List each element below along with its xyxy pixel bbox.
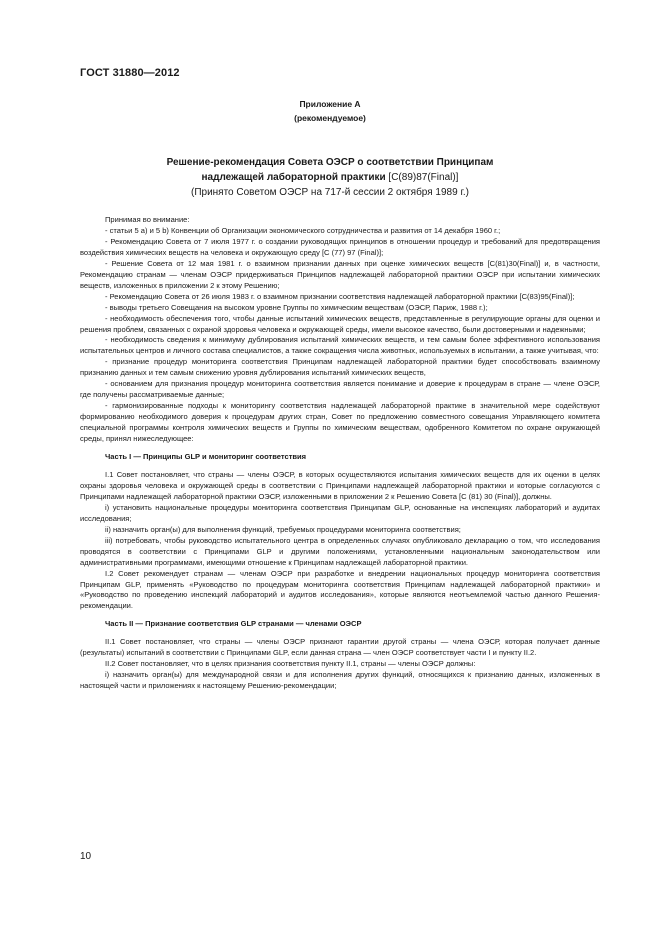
preamble-paragraph: - гармонизированные подходы к мониторингу соответствия надлежащей лабораторной практике в значительной мере содействуют формированию необходимого доверия к процедурам других стран, Совет по предложению совместного совещания Управляющего комитета специальной программы контроля химических веществ и Группы по химическим веществам, одобренного Комитетом по охране окружающей среды, принял нижеследующее:	[80, 401, 600, 444]
part-1-paragraph: i) установить национальные процедуры мониторинга соответствия Принципам GLP, основанные на инспекциях лабораторий и аудитах исследования;	[80, 502, 600, 523]
preamble-paragraph: - необходимость сведения к минимуму дублирования испытаний химических веществ, и тем самым более эффективного использования испытательных центров и личного состава специалистов, а также сокращения числа животных, используемых в испытании, а также учитывая, что:	[80, 335, 600, 356]
title-line-3: (Принято Советом ОЭСР на 717-й сессии 2 октября 1989 г.)	[190, 187, 469, 198]
document-title	[80, 155, 580, 200]
standard-designation: ГОСТ 31880—2012	[80, 67, 180, 79]
preamble-paragraph: - необходимость обеспечения того, чтобы данные испытаний химических веществ, представленные в регулирующие органы для оценки и решения проблем, связанных с охраной здоровья человека и окружающей среды, имели высокое качество, были достоверными и надежными;	[80, 313, 600, 334]
part-1-heading: Часть I — Принципы GLP и мониторинг соответствия	[105, 452, 307, 462]
preamble-paragraph: - Рекомендацию Совета от 7 июля 1977 г. о создании руководящих принципов в отношении процедур и требований для предотвращения воздействия химических веществ на человека и окружающую среду [С (77) 97 (Final)];	[80, 236, 600, 257]
part-1-paragraph: I.2 Совет рекомендует странам — членам ОЭСР при разработке и внедрении национальных процедур мониторинга соответствия Принципам GLP, применять «Руководство по процедурам мониторинга соответствия Принципам надлежащей лабораторной практики» и «Руководство по проведению инспекций лабораторий и аудитов исследования», которые являются неотъемлемой частью данного Решения-рекомендации.	[80, 568, 600, 611]
part-2-paragraph: II.2 Совет постановляет, что в целях признания соответствия пункту II.1, страны — члены ОЭСР должны:	[105, 659, 476, 669]
document-body	[80, 215, 600, 692]
part-1-paragraph: I.1 Совет постановляет, что страны — члены ОЭСР, в которых осуществляются испытания химических веществ для их оценки в целях охраны здоровья человека и окружающей среды в соответствии с Принципами надлежащей лабораторной практики и которые согласуются с Принципами надлежащей лабораторной практики ОЭСР, изложенными в приложении 2 к Решению Совета [С (81) 30 (Final)], должны.	[80, 469, 600, 501]
preamble-paragraph: - Рекомендацию Совета от 26 июля 1983 г. о взаимном признании соответствия надлежащей лабораторной практики [С(83)95(Final)];	[105, 291, 575, 301]
part-2-heading: Часть II — Признание соответствия GLP странами — членами ОЭСР	[105, 619, 362, 629]
part-1-paragraph: iii) потребовать, чтобы руководство испытательного центра в определенных случаях опубликовало декларацию о том, что исследования проводятся в соответствии с Принципами GLP и другими положениями, установленными национальным законодательством или административными программами, имеющими отношение к Принципам надлежащей лабораторной практики.	[80, 535, 600, 567]
preamble-paragraph: - статьи 5 а) и 5 b) Конвенции об Организации экономического сотрудничества и развития от 14 декабря 1960 г.;	[105, 225, 501, 235]
title-line-2	[80, 170, 580, 185]
part-2-paragraph: II.1 Совет постановляет, что страны — члены ОЭСР признают гарантии другой страны — члена ОЭСР, которая получает данные (результаты) испытаний в соответствии с Принципами GLP, если данная страна — член ОЭСР соответствует части I и пункту II.2.	[80, 637, 600, 658]
preamble-paragraph: - основанием для признания процедур мониторинга соответствия является понимание и доверие к процедурам в стране — члене ОЭСР, где получены рассматриваемые данные;	[80, 379, 600, 400]
preamble-paragraph: Принимая во внимание:	[105, 215, 190, 224]
title-line-2-bold: надлежащей лабораторной практики	[201, 172, 386, 183]
preamble-paragraph: - Решение Совета от 12 мая 1981 г. о взаимном признании данных при оценке химических веществ [С(81)30(Final)] и, в частности, Рекомендацию странам — членам ОЭСР придерживаться Принципов надлежащей лабораторной практики ОЭСР при испытании химических веществ, изложенных в приложении 2 к этому Решению;	[80, 258, 600, 290]
preamble-paragraph: - признание процедур мониторинга соответствия Принципам надлежащей лабораторной практики будет способствовать взаимному признанию данных и тем самым снижению уровня дублирования испытаний химических веществ,	[80, 357, 600, 378]
preamble-paragraph: - выводы третьего Совещания на высоком уровне Группы по химическим веществам (ОЭСР, Париж, 1988 г.);	[105, 302, 488, 312]
appendix-label: Приложение А	[299, 99, 361, 109]
title-line-1: Решение-рекомендация Совета ОЭСР о соответствии Принципам	[166, 157, 494, 168]
title-line-2-code: [С(89)87(Final)]	[385, 172, 459, 183]
appendix-heading	[80, 97, 580, 125]
page-number: 10	[80, 851, 92, 862]
part-1-paragraph: ii) назначить орган(ы) для выполнения функций, требуемых процедурами мониторинга соответствия;	[105, 524, 461, 534]
appendix-note: (рекомендуемое)	[294, 113, 366, 123]
part-2-paragraph: i) назначить орган(ы) для международной связи и для исполнения других функций, относящихся к признанию данных, изложенных в настоящей части и приложениях к настоящему Решению-рекомендации;	[80, 670, 600, 691]
